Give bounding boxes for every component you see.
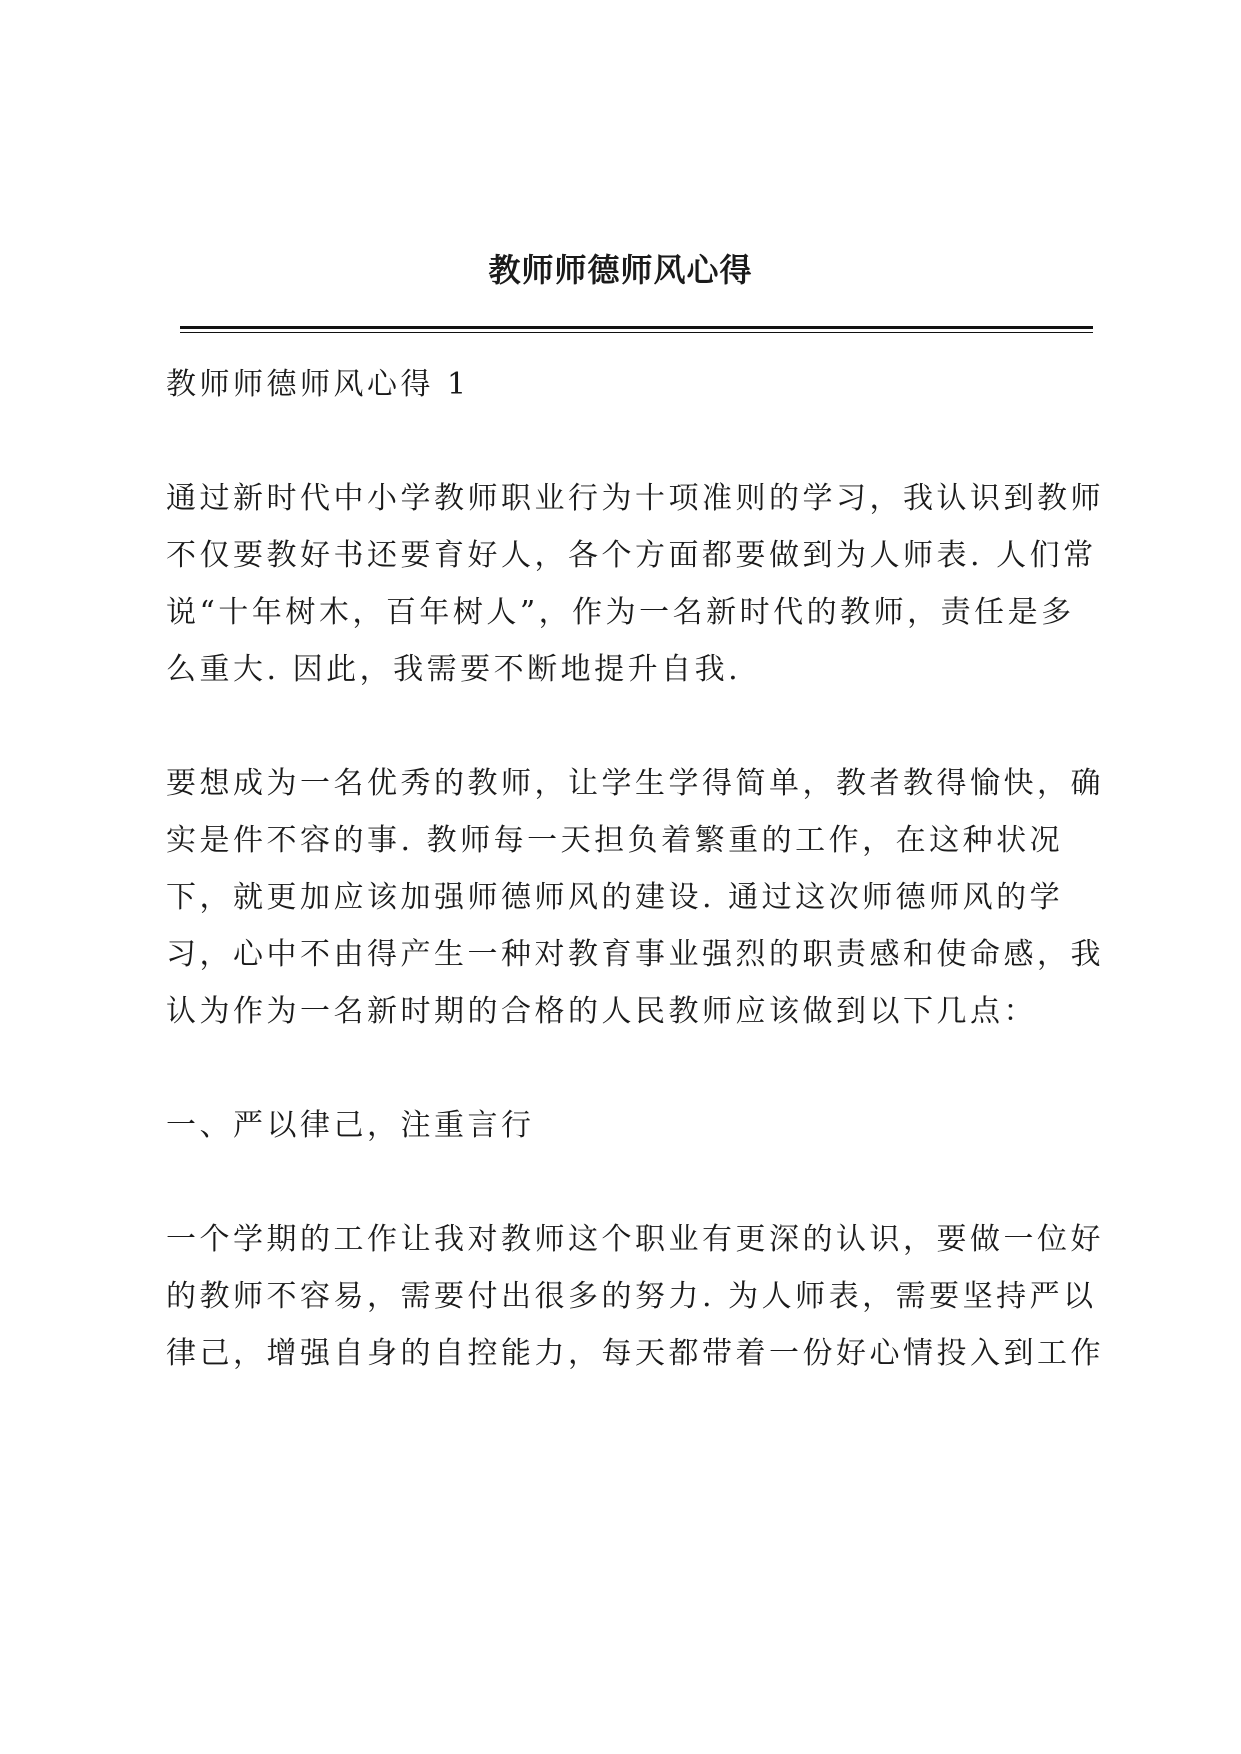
title-rule-thick bbox=[180, 326, 1093, 329]
text-line: 认为作为一名新时期的合格的人民教师应该做到以下几点： bbox=[166, 994, 1037, 1029]
text-line: 说“十年树木，百年树人”，作为一名新时代的教师，责任是多 bbox=[166, 595, 1075, 630]
text-line: 一个学期的工作让我对教师这个职业有更深的认识，要做一位好 bbox=[166, 1222, 1104, 1257]
section-heading: 一、严以律己，注重言行 bbox=[166, 1108, 535, 1143]
text-line: 实是件不容的事. 教师每一天担负着繁重的工作，在这种状况 bbox=[166, 823, 1064, 858]
paragraph-3 bbox=[166, 1211, 1104, 1382]
text-line: 下，就更加应该加强师德师风的建设. 通过这次师德师风的学 bbox=[166, 880, 1064, 915]
document-body bbox=[166, 356, 1104, 1439]
text-line: 要想成为一名优秀的教师，让学生学得简单，教者教得愉快，确 bbox=[166, 766, 1104, 801]
text-line: 通过新时代中小学教师职业行为十项准则的学习，我认识到教师 bbox=[166, 481, 1104, 516]
document-subtitle: 教师师德师风心得 1 bbox=[166, 367, 470, 402]
document-title: 教师师德师风心得 bbox=[488, 251, 753, 289]
paragraph-2 bbox=[166, 755, 1104, 1040]
text-line: 律己，增强自身的自控能力，每天都带着一份好心情投入到工作 bbox=[166, 1336, 1104, 1371]
text-line: 么重大. 因此，我需要不断地提升自我. bbox=[166, 652, 742, 687]
paragraph-1 bbox=[166, 470, 1104, 698]
title-rule-thin bbox=[180, 332, 1093, 333]
text-line: 的教师不容易，需要付出很多的努力. 为人师表，需要坚持严以 bbox=[166, 1279, 1097, 1314]
text-line: 不仅要教好书还要育好人，各个方面都要做到为人师表. 人们常 bbox=[166, 538, 1097, 573]
text-line: 习，心中不由得产生一种对教育事业强烈的职责感和使命感，我 bbox=[166, 937, 1104, 972]
